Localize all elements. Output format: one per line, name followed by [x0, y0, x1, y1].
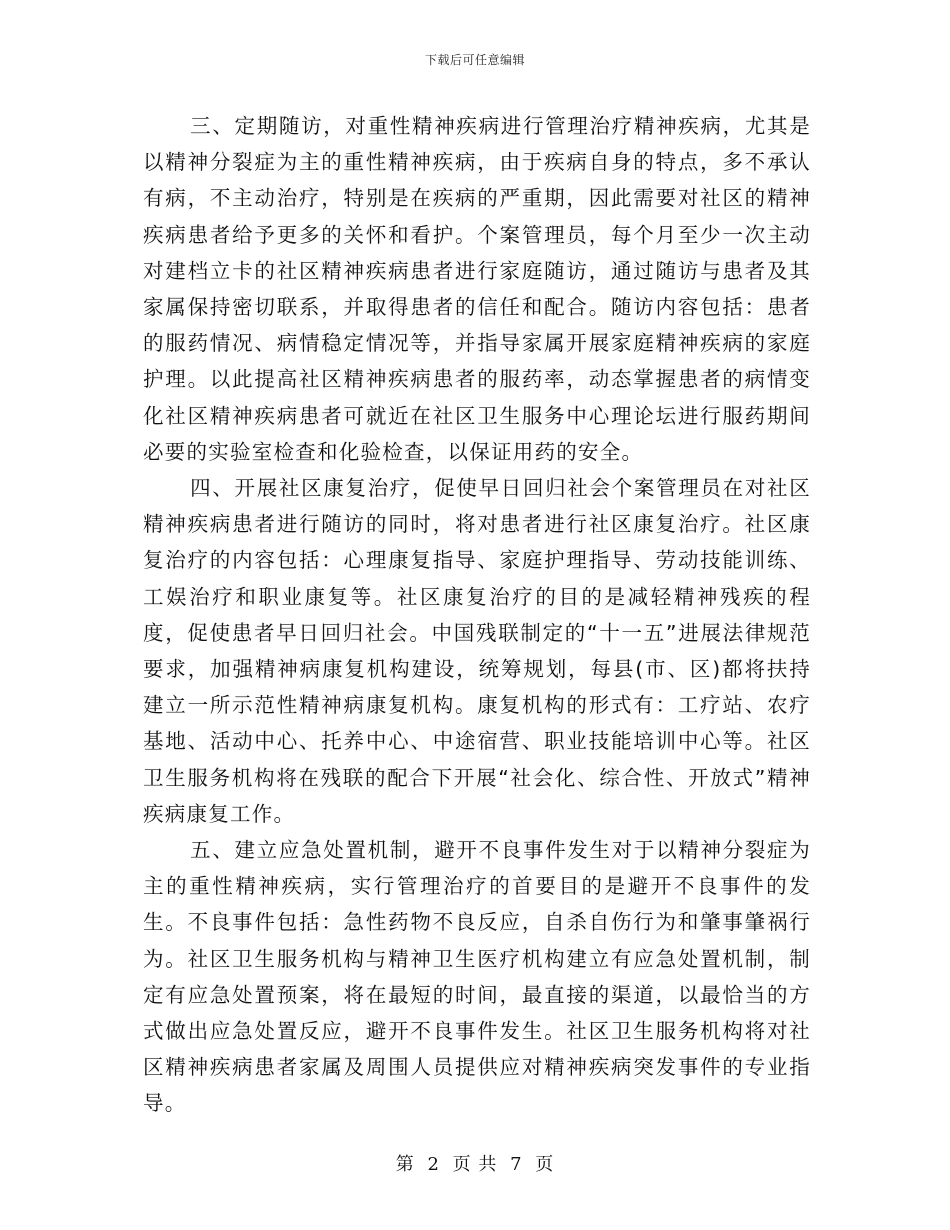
footer-prefix: 第 [395, 1154, 415, 1175]
footer-suffix: 页 [535, 1154, 555, 1175]
document-body [143, 108, 811, 1122]
page-header: 下载后可任意编辑 [424, 53, 525, 67]
paragraph-3-follow-up-visits: 三、定期随访，对重性精神疾病进行管理治疗精神疾病，尤其是以精神分裂症为主的重性精神疾病，由于疾病自身的特点，多不承认有病，不主动治疗，特别是在疾病的严重期，因此需要对社区的精神疾病患者给予更多的关怀和看护。个案管理员，每个月至少一次主动对建档立卡的社区精神疾病患者进行家庭随访，通过随访与患者及其家属保持密切联系，并取得患者的信任和配合。随访内容包括：患者的服药情况、病情稳定情况等，并指导家属开展家庭精神疾病的家庭护理。以此提高社区精神疾病患者的服药率，动态掌握患者的病情变化社区精神疾病患者可就近在社区卫生服务中心理论坛进行服药期间必要的实验室检查和化验检查，以保证用药的安全。 [143, 114, 811, 464]
paragraph-5-emergency-mechanism: 五、建立应急处置机制，避开不良事件发生对于以精神分裂症为主的重性精神疾病，实行管理治疗的首要目的是避开不良事件的发生。不良事件包括：急性药物不良反应，自杀自伤行为和肇事肇祸行为。社区卫生服务机构与精神卫生医疗机构建立有应急处置机制，制定有应急处置预案，将在最短的时间，最直接的渠道，以最恰当的方式做出应急处置反应，避开不良事件发生。社区卫生服务机构将对社区精神疾病患者家属及周围人员提供应对精神疾病突发事件的专业指导。 [143, 838, 811, 1116]
paragraph-4-community-rehab: 四、开展社区康复治疗，促使早日回归社会个案管理员在对社区精神疾病患者进行随访的同时，将对患者进行社区康复治疗。社区康复治疗的内容包括：心理康复指导、家庭护理指导、劳动技能训练、工娱治疗和职业康复等。社区康复治疗的目的是减轻精神残疾的程度，促使患者早日回归社会。中国残联制定的“十一五”进展法律规范要求，加强精神病康复机构建设，统筹规划，每县(市、区)都将扶持建立一所示范性精神病康复机构。康复机构的形式有：工疗站、农疗基地、活动中心、托养中心、中途宿营、职业技能培训中心等。社区卫生服务机构将在残联的配合下开展“社会化、综合性、开放式”精神疾病康复工作。 [143, 476, 811, 826]
footer-total-pages: 7 [510, 1154, 523, 1175]
footer-page-number: 2 [427, 1154, 440, 1175]
page-footer [0, 1150, 950, 1176]
footer-middle: 页 共 [452, 1154, 498, 1175]
